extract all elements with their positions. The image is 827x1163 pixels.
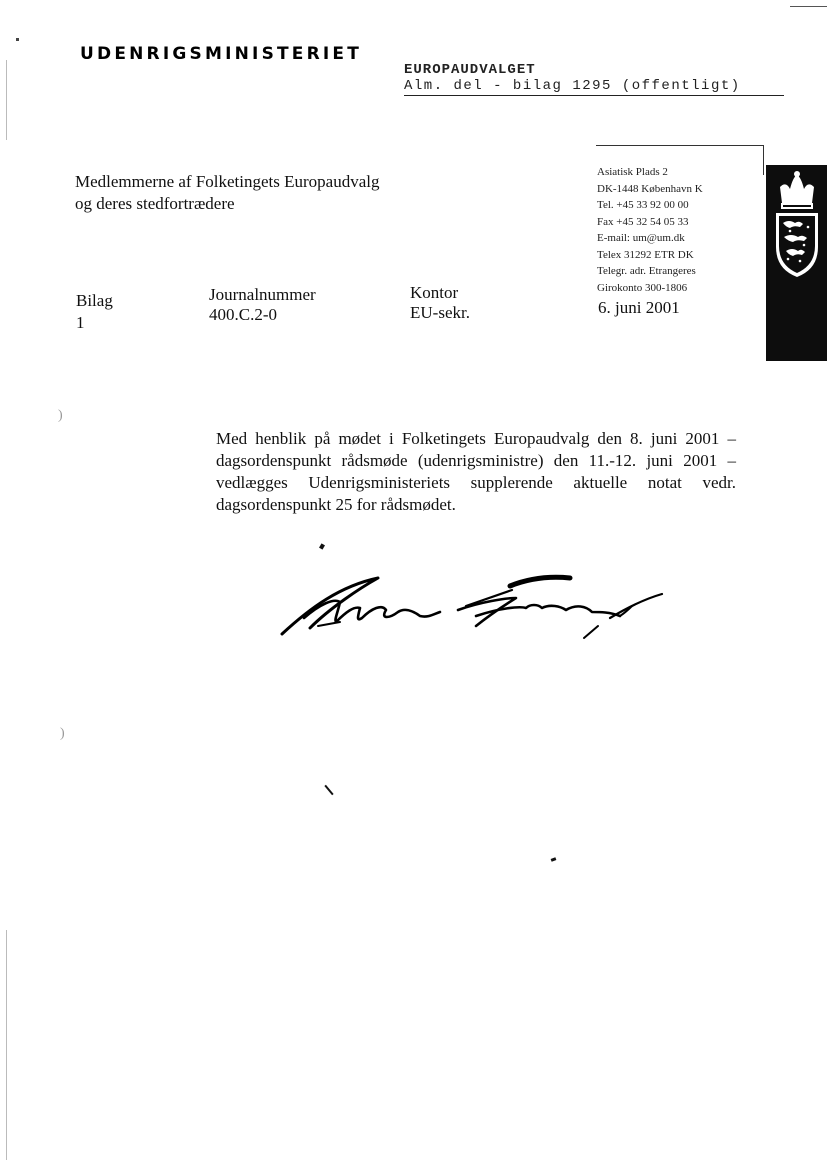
- recipient-line-2: og deres stedfortrædere: [75, 194, 235, 213]
- scan-margin-line: [6, 60, 7, 140]
- journal-field: [209, 285, 316, 325]
- punch-hole-mark: ): [58, 408, 63, 423]
- scan-edge-line: [790, 6, 827, 7]
- handwritten-signature: [280, 568, 670, 643]
- bilag-value: 1: [76, 313, 85, 332]
- letter-body: Med henblik på mødet i Folketingets Europaudvalg den 8. juni 2001 – dagsordenspunkt rådsmøde (udenrigsministre) den 11.-12. juni 2001 – vedlægges Udenrigsministeriets supplerende aktuelle notat vedr. dagsordenspunkt 25 for rådsmødet.: [216, 429, 736, 514]
- crest-bar: [766, 165, 827, 361]
- address-city: DK-1448 København K: [597, 182, 703, 195]
- address-divider-vertical: [763, 145, 764, 175]
- address-telegram: Telegr. adr. Etrangeres: [597, 265, 696, 277]
- address-divider: [596, 145, 764, 146]
- address-email: E-mail: um@um.dk: [597, 232, 685, 244]
- kontor-field: [410, 283, 470, 323]
- bilag-field: [76, 290, 113, 334]
- journal-value: 400.C.2-0: [209, 305, 277, 324]
- address-fax: Fax +45 32 54 05 33: [597, 215, 689, 228]
- recipient-line-1: Medlemmerne af Folketingets Europaudvalg: [75, 172, 380, 191]
- royal-crest-icon: [770, 169, 824, 279]
- stamp-reference: Alm. del - bilag 1295 (offentligt): [404, 78, 784, 96]
- journal-label: Journalnummer: [209, 285, 316, 304]
- letter-date: 6. juni 2001: [598, 298, 680, 317]
- scan-speck: [551, 857, 557, 862]
- address-street: Asiatisk Plads 2: [597, 166, 668, 178]
- scan-margin-line: [6, 930, 7, 1160]
- scan-speck: [324, 785, 333, 795]
- recipient-block: [75, 171, 380, 215]
- committee-stamp: [404, 62, 784, 96]
- punch-hole-mark: ): [60, 726, 65, 741]
- address-giro: Girokonto 300-1806: [597, 281, 688, 294]
- kontor-label: Kontor: [410, 283, 459, 302]
- stamp-committee: EUROPAUDVALGET: [404, 62, 536, 78]
- scan-speck: [319, 543, 325, 549]
- ministry-name: UDENRIGSMINISTERIET: [80, 44, 363, 64]
- address-block: [597, 164, 703, 296]
- address-tel: Tel. +45 33 92 00 00: [597, 199, 689, 211]
- kontor-value: EU-sekr.: [410, 303, 470, 322]
- scan-speck: [16, 38, 19, 41]
- bilag-label: Bilag: [76, 291, 113, 310]
- ministry-letterhead: [80, 44, 362, 64]
- address-telex: Telex 31292 ETR DK: [597, 248, 694, 261]
